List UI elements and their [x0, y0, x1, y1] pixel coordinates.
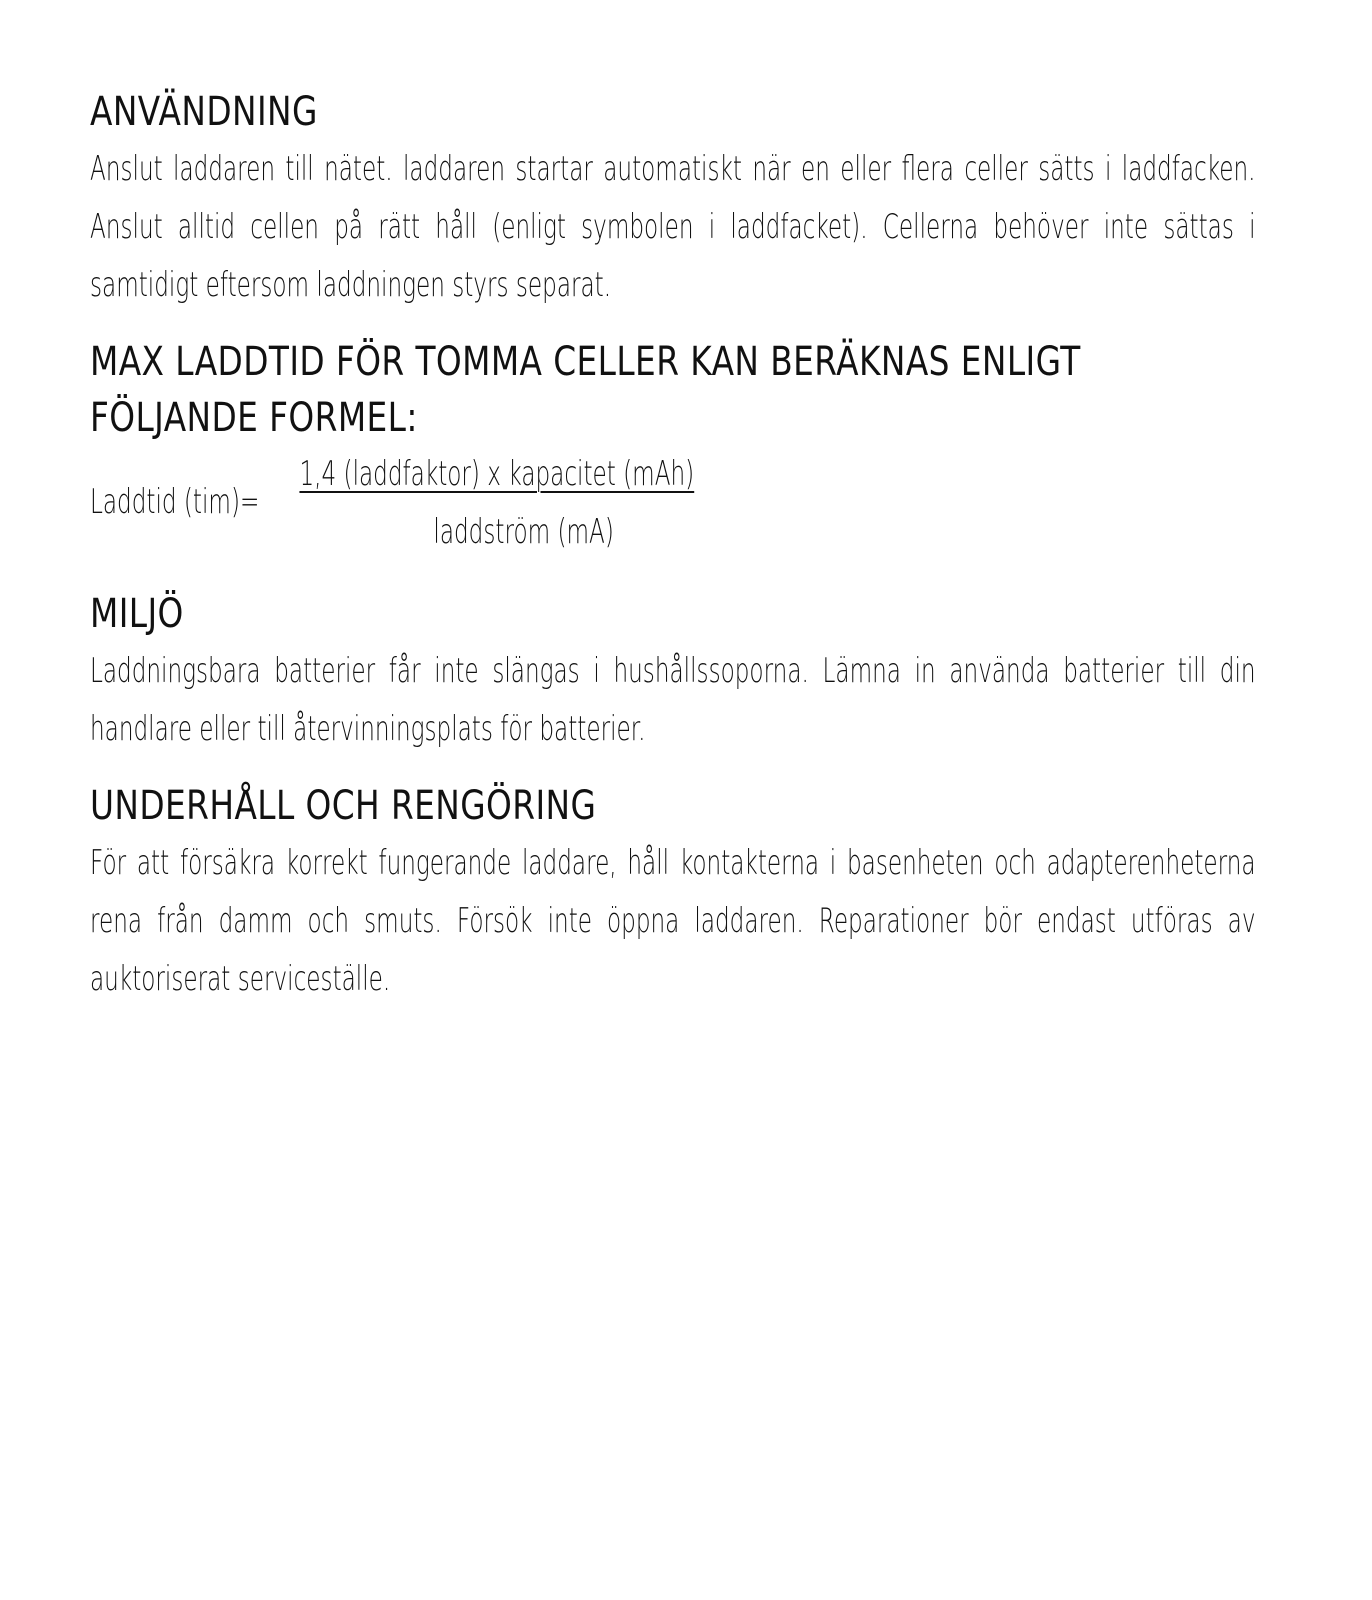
usage-paragraph: Anslut laddaren till nätet. laddaren startar automatiskt när en eller flera celler sätts i laddfacken. Anslut alltid cellen på rätt håll (enligt symbolen i laddfacket). Cellerna behöver inte sättas i samtidigt eftersom laddningen styrs separat. [90, 149, 1256, 305]
section-maintenance [90, 778, 1256, 1008]
usage-heading: ANVÄNDNING [90, 89, 318, 135]
maintenance-heading: UNDERHÅLL OCH RENGÖRING [90, 783, 597, 829]
environment-paragraph: Laddningsbara batterier får inte slängas i hushållssoporna. Lämna in använda batterier till din handlare eller till återvinningsplats för batterier. [90, 651, 1256, 749]
maintenance-paragraph: För att försäkra korrekt fungerande laddare, håll kontakterna i basenheten och adapterenheterna rena från damm och smuts. Försök inte öppna laddaren. Reparationer bör endast utföras av auktoriserat serviceställe. [90, 843, 1256, 999]
environment-heading: MILJÖ [90, 591, 184, 637]
document-content [90, 84, 1256, 1028]
section-usage [90, 84, 1256, 314]
formula-lhs: Laddtid (tim)= [90, 482, 260, 522]
section-charge-time [90, 334, 1256, 564]
formula-numerator: 1,4 (laddfaktor) x kapacitet (mAh) [299, 454, 695, 494]
charge-time-formula [90, 454, 1256, 564]
section-environment [90, 586, 1256, 758]
formula-denominator: laddström (mA) [433, 512, 614, 552]
charge-time-heading: MAX LADDTID FÖR TOMMA CELLER KAN BERÄKNAS ENLIGT FÖLJANDE FORMEL: [90, 339, 1081, 441]
